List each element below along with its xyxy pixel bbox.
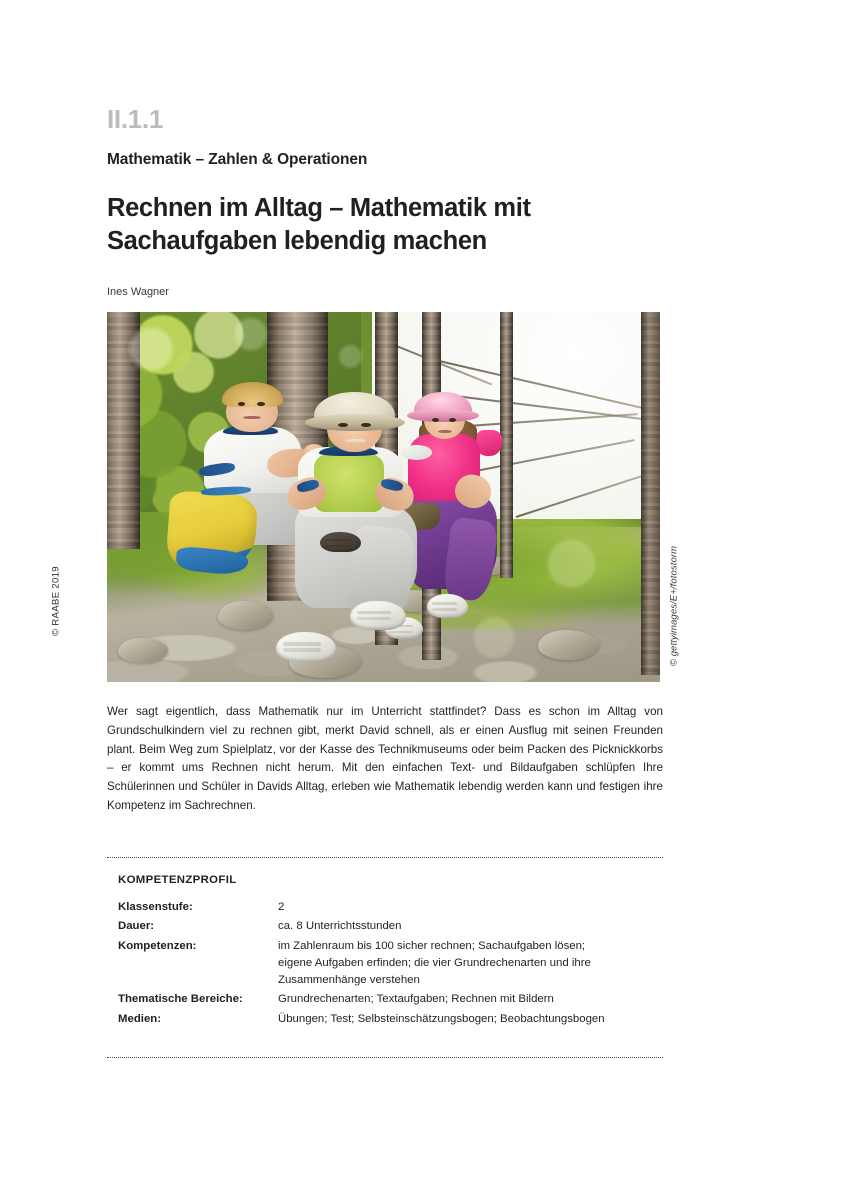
row-value — [278, 938, 663, 991]
table-row — [118, 918, 663, 937]
photo-eye — [338, 423, 347, 427]
row-value-line: im Zahlenraum bis 100 sicher rechnen; Sachaufgaben lösen; — [278, 939, 586, 952]
row-value: Grundrechenarten; Textaufgaben; Rechnen mit Bildern — [278, 993, 554, 1006]
row-label: Kompetenzen: — [118, 939, 197, 952]
row-label: Klassenstufe: — [118, 901, 193, 913]
competency-profile-heading: KOMPETENZPROFIL — [118, 874, 237, 886]
photo-mouth — [345, 439, 366, 443]
photo-child-right-hat-brim — [407, 409, 479, 422]
table-row — [118, 991, 663, 1010]
divider-bottom — [107, 1057, 663, 1058]
photo-child-right-shoulder — [401, 445, 431, 460]
page-title: Rechnen im Alltag – Mathematik mit Sachaufgaben lebendig machen — [107, 194, 531, 255]
row-value-line: eigene Aufgaben erfinden; die vier Grundrechenarten und ihre — [278, 956, 591, 969]
row-label: Medien: — [118, 1012, 162, 1025]
photo-shoe — [350, 601, 405, 631]
series-subtitle: Mathematik – Zahlen & Operationen — [107, 151, 368, 168]
row-value: ca. 8 Unterrichtsstunden — [278, 920, 402, 933]
margin-copyright-text: © RAABE 2019 — [50, 566, 62, 636]
row-value: 2 — [278, 901, 285, 913]
row-label: Thematische Bereiche: — [118, 993, 243, 1006]
table-row — [118, 899, 663, 918]
photo-eye — [361, 423, 370, 427]
divider-top — [107, 857, 663, 858]
margin-copyright — [48, 546, 64, 656]
photo-eye — [238, 402, 246, 406]
photo-eye — [257, 402, 265, 406]
table-row — [118, 1011, 663, 1030]
photo-stone — [538, 630, 599, 660]
row-value: Übungen; Test; Selbsteinschätzungsbogen; Beobachtungsbogen — [278, 1012, 605, 1025]
photo-eye — [449, 418, 456, 422]
author-name: Ines Wagner — [107, 286, 169, 298]
photo-tree-trunk — [107, 312, 140, 549]
photo-stone — [218, 601, 273, 631]
cover-photo — [107, 312, 660, 682]
photo-credit — [666, 528, 682, 683]
photo-credit-text: © gettyimages/E+/fotostorm — [668, 545, 680, 666]
photo-child-centre-shirt-green — [314, 453, 383, 512]
intro-paragraph: Wer sagt eigentlich, dass Mathematik nur im Unterricht stattfindet? Dass es schon im Alltag von Grundschulkindern viel zu rechnen gibt, merkt David schnell, als er einen Ausflug mit seinen Freunden plant. Beim Weg zum Spielplatz, vor der Kasse des Technikmuseums oder beim Packen des Picknickkorbs – er kommt ums Rechnen nicht herum. Mit den einfachen Text- und Bildaufgaben schlüpfen Ihre Schülerinnen und Schüler in Davids Alltag, erleben wie Mathematik lebendig werden kann und festigen ihre Kompetenz im Sachrechnen. — [107, 705, 663, 812]
photo-shoe — [427, 594, 468, 618]
table-row — [118, 938, 663, 991]
row-value-line: Zusammenhänge verstehen — [278, 973, 420, 986]
photo-shoe — [320, 532, 361, 552]
photo-shoe — [276, 632, 337, 662]
chapter-number: II.1.1 — [107, 104, 164, 134]
photo-tree-trunk — [641, 312, 660, 675]
row-label: Dauer: — [118, 920, 155, 933]
competency-profile-table — [118, 899, 663, 1030]
photo-child-centre-hat-brim — [305, 414, 405, 431]
